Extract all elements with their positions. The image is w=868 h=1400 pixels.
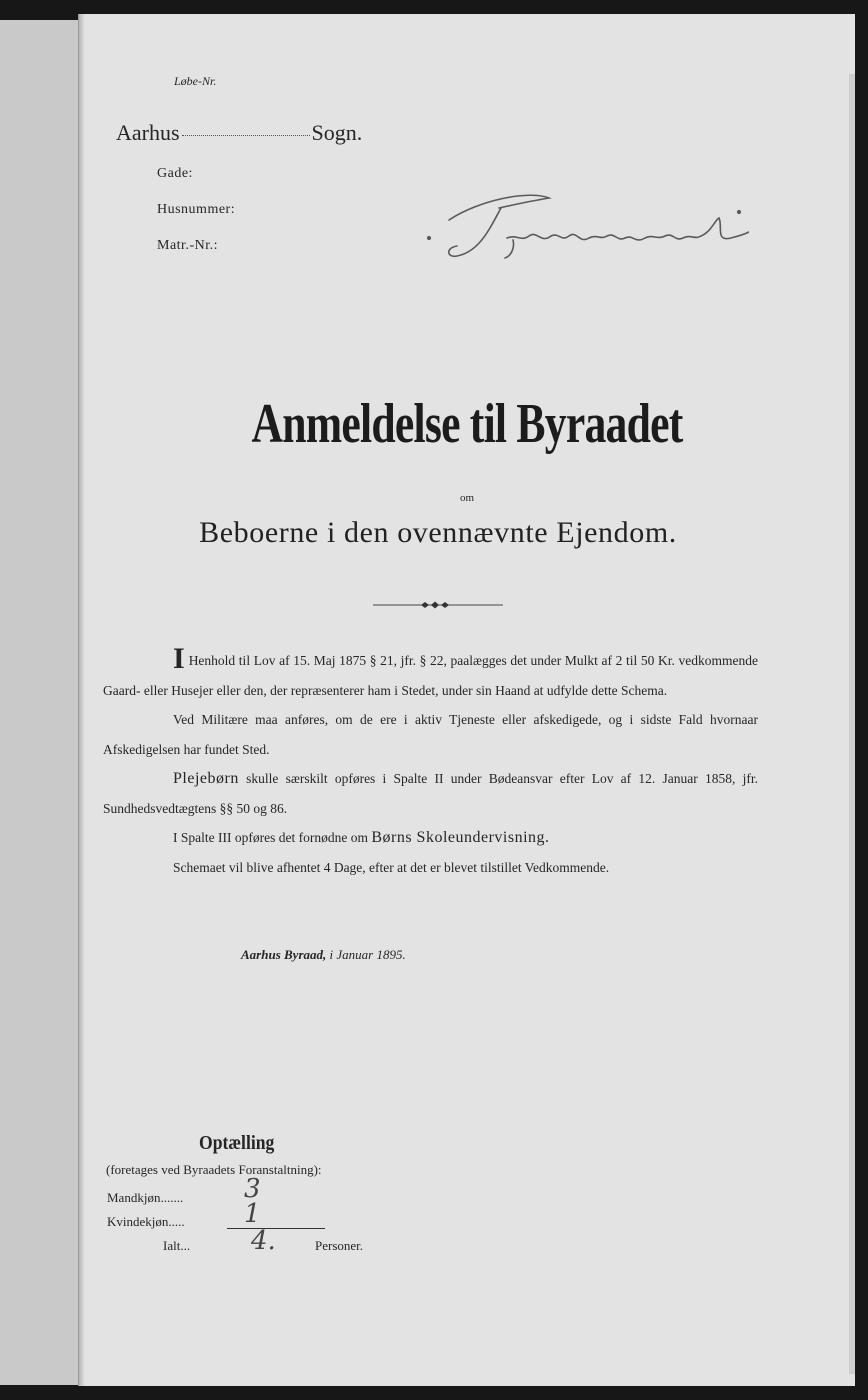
- instruction-paragraph-1: [103, 642, 758, 705]
- signature-date: i Januar 1895.: [329, 947, 406, 962]
- mandkjon-label: Mandkjøn.......: [107, 1190, 184, 1205]
- parish-dotted-blank: [182, 135, 310, 136]
- instruction-paragraph-4: [103, 823, 758, 853]
- instruction-paragraph-5: Schemaet vil blive afhentet 4 Dage, efter at det er blevet tilstillet Vedkommende.: [173, 859, 610, 875]
- kvindekjon-label: Kvindekjøn.....: [107, 1214, 185, 1229]
- form-page: [78, 14, 855, 1386]
- ialt-label: Ialt...: [163, 1238, 191, 1253]
- drop-cap: I: [173, 642, 185, 675]
- paragraph-1-text: Henhold til Lov af 15. Maj 1875 § 21, jfr. § 22, paalægges det under Mulkt af 2 til 50 Kr. vedkommende Gaard- eller Husejer eller den, der repræsenterer ham i Stedet, under sin Haand at udfylde dette Schema.: [103, 653, 758, 698]
- count-title: Optælling: [199, 1132, 275, 1154]
- page-spine-shadow: [79, 14, 85, 1386]
- handwritten-tjenerinde-note: [419, 190, 749, 275]
- matr-nr-label: Matr.-Nr.:: [157, 238, 218, 253]
- kvindekjon-value: 1: [244, 1199, 261, 1229]
- handwriting-svg: [419, 190, 749, 270]
- instructions-text: [103, 642, 759, 882]
- om-word: om: [459, 492, 475, 504]
- signature-line: [241, 947, 406, 963]
- plejeborn-emphasis: Plejebørn: [173, 770, 239, 787]
- count-subtitle: (foretages ved Byraadets Foranstaltning):: [106, 1162, 322, 1177]
- gade-label: Gade:: [157, 166, 193, 181]
- page-edge-strip: [849, 74, 855, 1374]
- skoleundervisning-emphasis: Børns Skoleundervisning.: [371, 829, 550, 846]
- instruction-paragraph-3: [103, 764, 758, 823]
- document-subtitle: Beboerne i den ovennævnte Ejendom.: [199, 516, 677, 549]
- paragraph-4-text: I Spalte III opføres det fornødne om: [173, 830, 368, 845]
- paragraph-3-text: skulle særskilt opføres i Spalte II under Bødeansvar efter Lov af 12. Januar 1858, jfr. Sundhedsvedtægtens §§ 50 og 86.: [103, 771, 759, 816]
- mandkjon-value: 3: [244, 1174, 261, 1204]
- sum-rule: [227, 1228, 325, 1229]
- husnummer-label: Husnummer:: [157, 202, 236, 217]
- signature-name: Aarhus Byraad,: [241, 947, 327, 962]
- facing-page-edge: [0, 20, 82, 1385]
- document-title: Anmeldelse til Byraadet: [251, 393, 683, 455]
- ornament-divider: [373, 598, 503, 616]
- ornament-svg: [373, 599, 503, 611]
- sogn-label: Sogn.: [311, 120, 363, 145]
- city-label: Aarhus: [116, 120, 180, 145]
- instruction-paragraph-2: Ved Militære maa anføres, om de ere i aktiv Tjeneste eller afskedigede, og i sidste Fald hvornaar Afskedigelsen har fundet Sted.: [103, 712, 758, 757]
- lobe-nr-label: Løbe-Nr.: [174, 74, 217, 88]
- parish-line: [116, 120, 362, 146]
- personer-label: Personer.: [315, 1238, 364, 1253]
- ialt-value: 4.: [251, 1226, 276, 1256]
